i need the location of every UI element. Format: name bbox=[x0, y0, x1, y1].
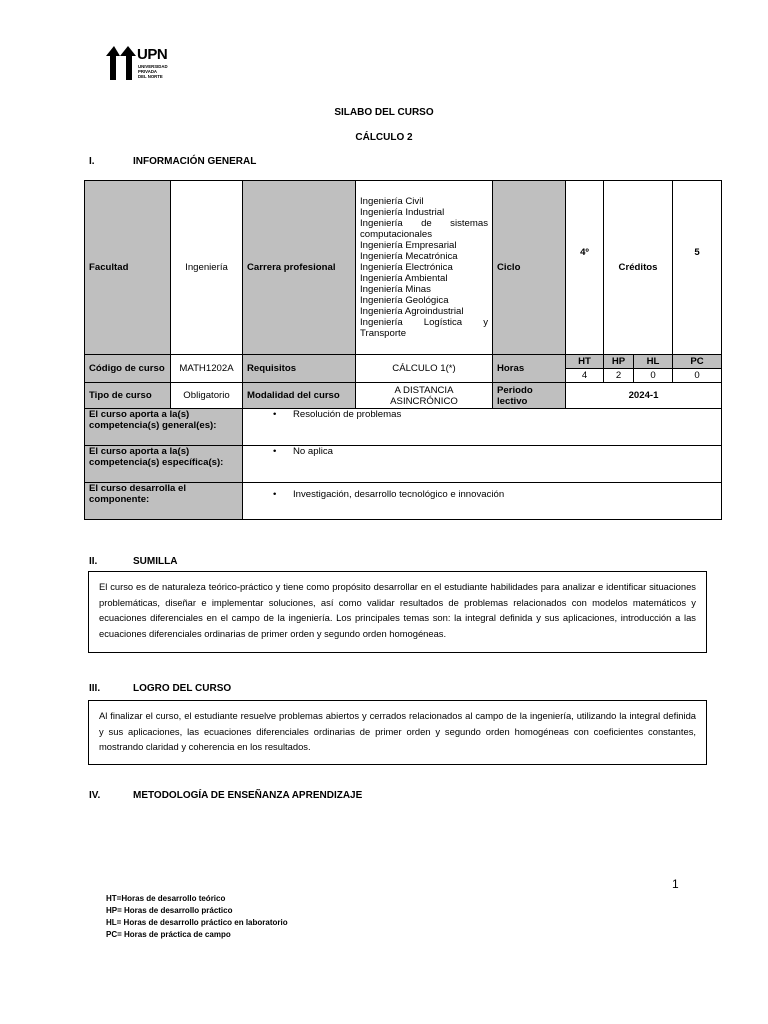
logo-brand: UPN bbox=[137, 46, 168, 63]
codigo-value: MATH1202A bbox=[171, 355, 243, 383]
section-1-title: INFORMACIÓN GENERAL bbox=[133, 156, 257, 167]
hours-header-hl: HL bbox=[634, 355, 673, 369]
carrera-item: Ingeniería Minas bbox=[360, 284, 431, 295]
ciclo-label: Ciclo bbox=[493, 181, 566, 355]
upn-arrow-icon bbox=[106, 44, 136, 80]
tipo-value: Obligatorio bbox=[171, 383, 243, 409]
section-1-number: I. bbox=[89, 156, 95, 167]
carrera-item: Ingeniería Logística y Transporte bbox=[360, 317, 488, 339]
carrera-item: Ingeniería Ambiental bbox=[360, 273, 448, 284]
carreras-list bbox=[356, 181, 493, 355]
facultad-label: Facultad bbox=[85, 181, 171, 355]
document-title: SILABO DEL CURSO bbox=[334, 107, 434, 118]
carrera-item: Ingeniería Electrónica bbox=[360, 262, 453, 273]
carrera-item: Ingeniería Empresarial bbox=[360, 240, 457, 251]
periodo-label: Periodo lectivo bbox=[493, 383, 566, 409]
componente-value: • Investigación, desarrollo tecnológico e innovación bbox=[243, 483, 722, 520]
course-title: CÁLCULO 2 bbox=[355, 132, 413, 143]
comp-general-label: El curso aporta a la(s) competencia(s) general(es): bbox=[85, 409, 243, 446]
carrera-item: Ingeniería Mecatrónica bbox=[360, 251, 458, 262]
carrera-item: Ingeniería Civil bbox=[360, 196, 424, 207]
carrera-item: Ingeniería Agroindustrial bbox=[360, 306, 464, 317]
requisitos-label: Requisitos bbox=[243, 355, 356, 383]
section-2-number: II. bbox=[89, 556, 98, 567]
facultad-value: Ingeniería bbox=[171, 181, 243, 355]
hours-header-hp: HP bbox=[604, 355, 634, 369]
section-4-title: METODOLOGÍA DE ENSEÑANZA APRENDIZAJE bbox=[133, 790, 363, 801]
ciclo-value: 4º bbox=[566, 181, 604, 355]
creditos-value: 5 bbox=[673, 181, 722, 355]
logro-box: Al finalizar el curso, el estudiante resuelve problemas abiertos y cerrados relacionados al campo de la ingeniería, utilizando la integral definida y sus aplicaciones, las ecuaciones diferenciales ordinarias de primer orden y segundo orden homogéneas con coeficientes constantes, mostrando claridad y coherencia en los resultados. bbox=[88, 700, 707, 765]
requisitos-value: CÁLCULO 1(*) bbox=[356, 355, 493, 383]
legend-item: HL= Horas de desarrollo práctico en laboratorio bbox=[106, 918, 288, 927]
section-3-title: LOGRO DEL CURSO bbox=[133, 683, 232, 694]
carrera-item: Ingeniería Industrial bbox=[360, 207, 445, 218]
page-number: 1 bbox=[672, 877, 679, 891]
horas-label: Horas bbox=[493, 355, 566, 383]
carrera-item: Ingeniería Geológica bbox=[360, 295, 449, 306]
section-3-number: III. bbox=[89, 683, 101, 694]
comp-especifica-value: • No aplica bbox=[243, 446, 722, 483]
hours-value-pc: 0 bbox=[673, 369, 722, 383]
general-info-table bbox=[84, 180, 722, 520]
hours-header-ht: HT bbox=[566, 355, 604, 369]
componente-label: El curso desarrolla el componente: bbox=[85, 483, 243, 520]
comp-especifica-label: El curso aporta a la(s) competencia(s) específica(s): bbox=[85, 446, 243, 483]
periodo-value: 2024-1 bbox=[566, 383, 722, 409]
modalidad-value: A DISTANCIA ASINCRÓNICO bbox=[356, 383, 493, 409]
hours-value-hl: 0 bbox=[634, 369, 673, 383]
hours-value-hp: 2 bbox=[604, 369, 634, 383]
section-4-number: IV. bbox=[89, 790, 101, 801]
section-2-title: SUMILLA bbox=[133, 556, 178, 567]
creditos-label: Créditos bbox=[604, 181, 673, 355]
legend-item: HT=Horas de desarrollo teórico bbox=[106, 894, 226, 903]
logo-subtitle: UNIVERSIDAD PRIVADA DEL NORTE bbox=[138, 64, 168, 79]
tipo-label: Tipo de curso bbox=[85, 383, 171, 409]
carrera-item: Ingeniería de sistemas computacionales bbox=[360, 218, 488, 240]
upn-logo bbox=[106, 44, 176, 84]
legend-item: PC= Horas de práctica de campo bbox=[106, 930, 231, 939]
sumilla-box: El curso es de naturaleza teórico-práctico y tiene como propósito desarrollar en el estudiante habilidades para analizar e identificar situaciones problemáticas, diseñar e implementar soluciones, así como validar resultados de problemas relacionados con modelos matemáticos y ecuaciones diferenciales en el campo de la ingeniería. Los principales temas son: la integral definida y sus aplicaciones, introducción a las ecuaciones diferenciales ordinarias de primer orden y segundo orden homogéneas. bbox=[88, 571, 707, 653]
comp-general-value: • Resolución de problemas bbox=[243, 409, 722, 446]
codigo-label: Código de curso bbox=[85, 355, 171, 383]
hours-legend bbox=[106, 893, 288, 941]
hours-header-pc: PC bbox=[673, 355, 722, 369]
hours-value-ht: 4 bbox=[566, 369, 604, 383]
carrera-label: Carrera profesional bbox=[243, 181, 356, 355]
modalidad-label: Modalidad del curso bbox=[243, 383, 356, 409]
legend-item: HP= Horas de desarrollo práctico bbox=[106, 906, 233, 915]
